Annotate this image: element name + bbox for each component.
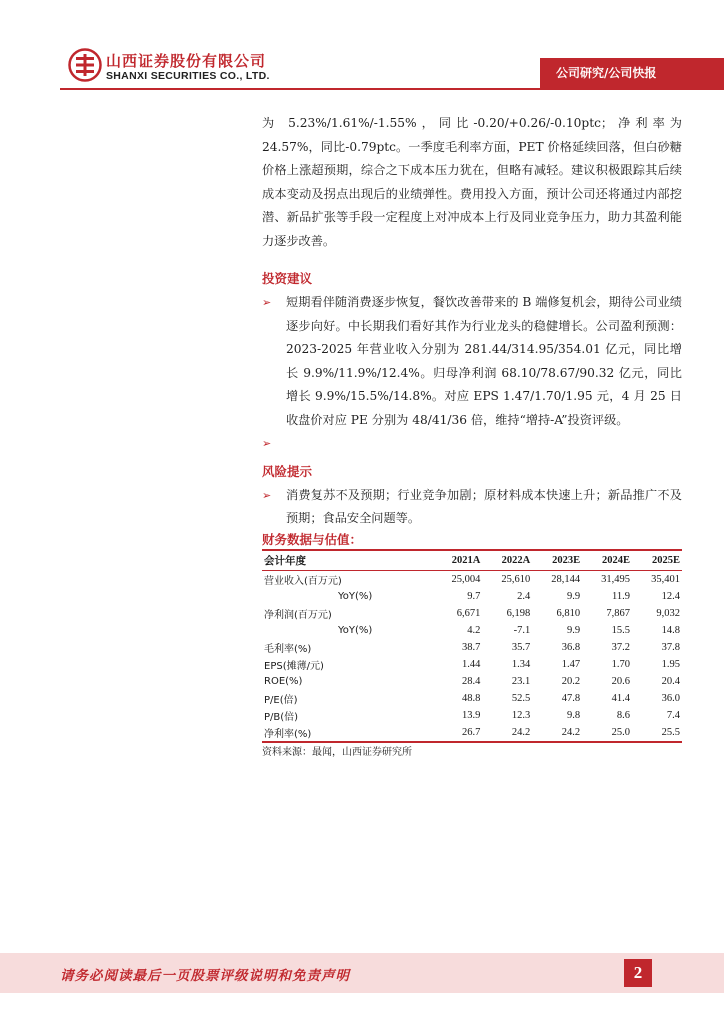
table-cell: 20.4: [661, 676, 680, 687]
table-cell: 9.8: [567, 710, 581, 721]
table-row: [262, 588, 682, 605]
table-cell: 28.4: [462, 676, 481, 687]
table-cell: 25.5: [632, 724, 682, 742]
table-cell: 4.2: [467, 625, 481, 636]
header-divider: [60, 88, 724, 90]
table-cell: 24.2: [482, 724, 532, 742]
table-cell: 38.7: [462, 642, 481, 653]
report-body: [262, 112, 682, 531]
table-cell: 1.34: [511, 659, 531, 670]
table-cell: 6,671: [456, 608, 481, 619]
row-label: YoY(%): [338, 591, 373, 602]
table-cell: 9.9: [567, 591, 581, 602]
table-header-cell: 2021A: [432, 550, 482, 571]
disclaimer-notice: 请务必阅读最后一页股票评级说明和免责声明: [60, 968, 350, 984]
table-cell: 20.6: [611, 676, 631, 687]
table-cell: 25.0: [582, 724, 632, 742]
page-footer: [0, 953, 724, 993]
table-row: [262, 707, 682, 724]
row-label: P/B(倍): [264, 712, 299, 723]
table-cell: 23.1: [511, 676, 531, 687]
table-cell: 36.0: [661, 693, 680, 704]
page-header: [0, 0, 724, 100]
shanxi-securities-logo-icon: [68, 48, 102, 82]
table-cell: 52.5: [511, 693, 531, 704]
table-cell: 41.4: [611, 693, 631, 704]
table-row: [262, 605, 682, 622]
row-label: YoY(%): [338, 625, 373, 636]
row-label: 净利率(%): [262, 724, 432, 742]
report-category: 公司研究/公司快报: [556, 66, 657, 80]
row-label: EPS(摊薄/元): [264, 661, 324, 672]
financials-title: 财务数据与估值：: [262, 532, 363, 547]
data-source: 资料来源：最闻，山西证券研究所: [262, 747, 412, 758]
table-cell: 11.9: [612, 591, 631, 602]
financials-table-body: [262, 571, 682, 743]
table-cell: 20.2: [561, 676, 581, 687]
table-cell: 24.2: [532, 724, 582, 742]
table-cell: 1.44: [462, 659, 481, 670]
table-cell: 8.6: [616, 710, 631, 721]
table-header-cell: 2024E: [582, 550, 632, 571]
table-cell: 35,401: [651, 574, 680, 585]
table-cell: 13.9: [462, 710, 481, 721]
row-label: 净利润(百万元): [264, 610, 332, 621]
row-label: P/E(倍): [264, 695, 298, 706]
table-row: [262, 656, 682, 673]
page-number: 2: [624, 959, 652, 987]
table-row: [262, 639, 682, 656]
table-cell: 9.9: [567, 625, 581, 636]
table-cell: 35.7: [511, 642, 531, 653]
arrow-bullet-icon: ➢: [262, 437, 272, 450]
table-cell: 37.2: [611, 642, 631, 653]
table-cell: 12.4: [661, 591, 680, 602]
investment-bullet-text: 短期看伴随消费逐步恢复，餐饮改善带来的 B 端修复机会，期待公司业绩逐步向好。中长期我们看好其作为行业龙头的稳健增长。公司盈利预测：2023-2025 年营业收入分别为 281.44/314.95/354.01 亿元，同比增长 9.9%/11.9%/12.4%。归母净利润 68.10/78.67/90.32 亿元，同比增长 9.9%/15.5%/14.8%。对应 EPS 1.47/1.70/1.95 元，4 月 25 日收盘价对应 PE 分别为 48/41/36 倍，维持“增持-A”投资评级。: [286, 295, 682, 427]
table-cell: 6,810: [556, 608, 581, 619]
table-cell: 9.7: [467, 591, 481, 602]
table-cell: 36.8: [561, 642, 581, 653]
table-header-cell: 会计年度: [262, 550, 432, 571]
arrow-bullet-icon: ➢: [262, 296, 272, 309]
company-name-cn: 山西证券股份有限公司: [106, 52, 267, 70]
table-row: [262, 690, 682, 707]
intro-paragraph: 为 5.23%/1.61%/-1.55%，同比-0.20/+0.26/-0.10ptc；净利率为 24.57%，同比-0.79ptc。一季度毛利率方面，PET 价格延续回落，但白砂糖价格上涨超预期，综合之下成本压力犹在，但略有减轻。建议积极跟踪其后续成本变动及拐点出现后的业绩弹性。费用投入方面，预计公司还将通过内部挖潜、新品扩张等手段一定程度上对冲成本上行及同业竞争压力，助力其盈利能力逐步改善。: [262, 116, 682, 248]
table-cell: 28,144: [551, 574, 581, 585]
table-row: [262, 571, 682, 589]
table-cell: 2.4: [517, 591, 531, 602]
list-item: [262, 432, 682, 456]
investment-advice-title: 投资建议: [262, 271, 313, 286]
table-header-row: [262, 550, 682, 571]
table-header-cell: 2022A: [482, 550, 532, 571]
row-label: 毛利率(%): [264, 644, 312, 655]
risk-bullet-text: 消费复苏不及预期；行业竞争加剧；原材料成本快速上升；新品推广不及预期；食品安全问题等。: [286, 487, 682, 525]
table-cell: 14.8: [661, 625, 680, 636]
table-cell: 31,495: [601, 574, 631, 585]
table-cell: 1.47: [561, 659, 581, 670]
table-header-cell: 2025E: [632, 550, 682, 571]
table-row: [262, 724, 682, 742]
company-name-en: SHANXI SECURITIES CO., LTD.: [106, 70, 270, 82]
arrow-bullet-icon: ➢: [262, 488, 272, 502]
table-cell: 25,610: [501, 574, 531, 585]
list-item: [262, 291, 682, 432]
table-cell: 9,032: [656, 608, 680, 619]
list-item: [262, 484, 682, 531]
table-cell: -7.1: [513, 625, 531, 636]
financials-table: [262, 549, 682, 743]
table-cell: 48.8: [462, 693, 481, 704]
table-cell: 26.7: [432, 724, 482, 742]
table-cell: 7.4: [666, 710, 680, 721]
row-label: 营业收入(百万元): [264, 576, 342, 587]
table-cell: 6,198: [506, 608, 531, 619]
table-cell: 15.5: [611, 625, 631, 636]
table-cell: 37.8: [661, 642, 680, 653]
table-row: [262, 673, 682, 690]
table-cell: 47.8: [561, 693, 581, 704]
table-header-cell: 2023E: [532, 550, 582, 571]
row-label: ROE(%): [264, 676, 303, 687]
table-cell: 12.3: [511, 710, 531, 721]
table-cell: 7,867: [606, 608, 631, 619]
table-cell: 1.70: [611, 659, 631, 670]
table-row: [262, 622, 682, 639]
risk-title: 风险提示: [262, 463, 313, 479]
table-cell: 1.95: [661, 659, 680, 670]
table-cell: 25,004: [451, 574, 481, 585]
